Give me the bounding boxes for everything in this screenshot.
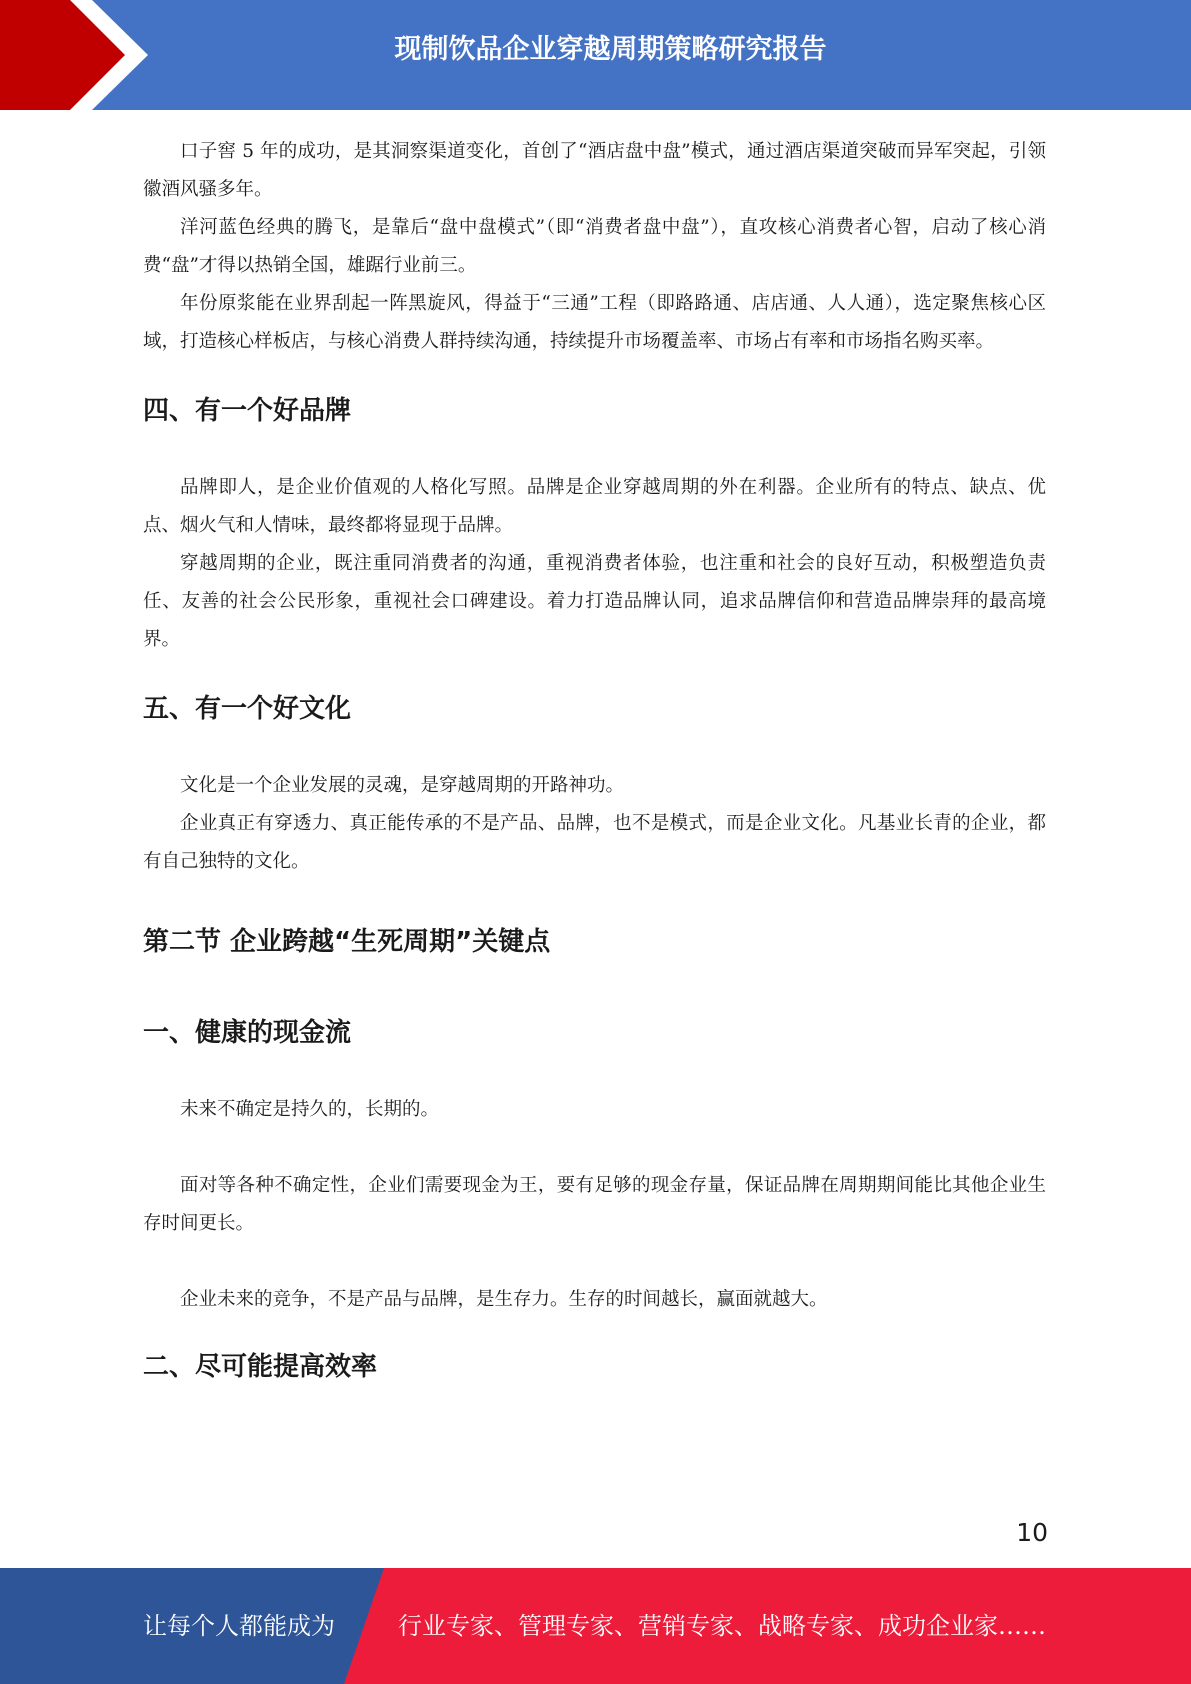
paragraph: 年份原浆能在业界刮起一阵黑旋风，得益于“三通”工程（即路路通、店店通、人人通），选定聚焦核心区域，打造核心样板店，与核心消费人群持续沟通，持续提升市场覆盖率、市场占有率和市场指名购买率。 <box>143 293 1046 352</box>
section-heading: 五、有一个好文化 <box>143 694 352 724</box>
paragraph: 穿越周期的企业，既注重同消费者的沟通，重视消费者体验，也注重和社会的良好互动，积极塑造负责任、友善的社会公民形象，重视社会口碑建设。着力打造品牌认同，追求品牌信仰和营造品牌崇拜的最高境界。 <box>143 553 1046 650</box>
paragraph: 文化是一个企业发展的灵魂，是穿越周期的开路神功。 <box>180 775 625 796</box>
paragraph: 企业真正有穿透力、真正能传承的不是产品、品牌，也不是模式，而是企业文化。凡基业长青的企业，都有自己独特的文化。 <box>143 813 1046 872</box>
paragraph: 企业未来的竞争，不是产品与品牌，是生存力。生存的时间越长，赢面就越大。 <box>180 1289 828 1310</box>
paragraph: 品牌即人，是企业价值观的人格化写照。品牌是企业穿越周期的外在利器。企业所有的特点、缺点、优点、烟火气和人情味，最终都将显现于品牌。 <box>143 477 1046 536</box>
page-footer <box>0 1568 1191 1684</box>
section-heading: 一、健康的现金流 <box>143 1018 352 1048</box>
report-title: 现制饮品企业穿越周期策略研究报告 <box>394 34 827 65</box>
footer-slogan-right: 行业专家、管理专家、营销专家、战略专家、成功企业家…… <box>398 1612 1046 1640</box>
page-content <box>143 133 1046 1387</box>
chapter-heading: 第二节 企业跨越“生死周期”关键点 <box>143 927 551 957</box>
paragraph: 面对等各种不确定性，企业们需要现金为王，要有足够的现金存量，保证品牌在周期期间能比其他企业生存时间更长。 <box>143 1175 1046 1234</box>
page-header <box>0 0 1191 110</box>
paragraph: 口子窖 5 年的成功，是其洞察渠道变化，首创了“酒店盘中盘”模式，通过酒店渠道突破而异军突起，引领徽酒风骚多年。 <box>143 141 1046 200</box>
footer-slogan-left: 让每个人都能成为 <box>143 1612 335 1640</box>
paragraph: 未来不确定是持久的，长期的。 <box>180 1099 440 1120</box>
section-heading: 四、有一个好品牌 <box>143 396 352 426</box>
page-number: 10 <box>1016 1518 1048 1547</box>
section-heading: 二、尽可能提高效率 <box>143 1352 378 1382</box>
paragraph: 洋河蓝色经典的腾飞，是靠后“盘中盘模式”（即“消费者盘中盘”），直攻核心消费者心智，启动了核心消费“盘”才得以热销全国，雄踞行业前三。 <box>143 217 1046 276</box>
